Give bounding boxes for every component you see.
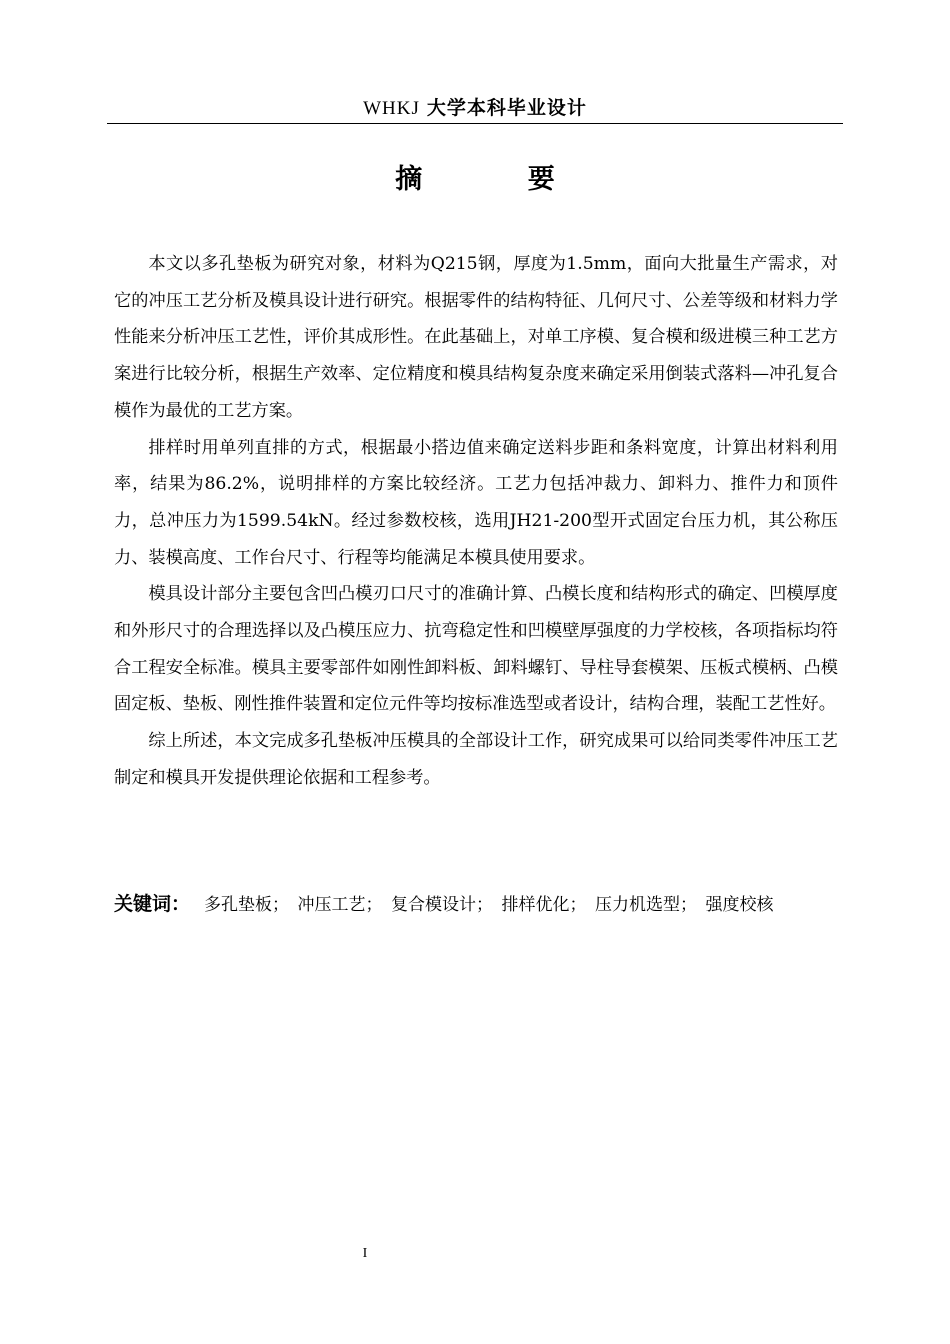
- header-school-code: WHKJ: [363, 98, 420, 119]
- abstract-body: [114, 246, 838, 797]
- abstract-paragraph-3: 模具设计部分主要包含凹凸模刃口尺寸的准确计算、凸模长度和结构形式的确定、凹模厚度和外形尺寸的合理选择以及凸模压应力、抗弯稳定性和凹模壁厚强度的力学校核，各项指标均符合工程安全标准。模具主要零部件如刚性卸料板、卸料螺钉、导柱导套模架、压板式模柄、凸模固定板、垫板、刚性推件装置和定位元件等均按标准选型或者设计，结构合理，装配工艺性好。: [114, 584, 838, 715]
- page-header: [107, 94, 843, 124]
- abstract-title: 摘 要: [395, 164, 603, 195]
- abstract-paragraph-4: 综上所述，本文完成多孔垫板冲压模具的全部设计工作，研究成果可以给同类零件冲压工艺制定和模具开发提供理论依据和工程参考。: [114, 731, 838, 788]
- keywords-label: 关键词：: [114, 893, 191, 915]
- header-thesis-type: 大学本科毕业设计: [426, 97, 587, 119]
- abstract-paragraph-2: 排样时用单列直排的方式，根据最小搭边值来确定送料步距和条料宽度，计算出材料利用率，结果为86.2%，说明排样的方案比较经济。工艺力包括冲裁力、卸料力、推件力和顶件力，总冲压力为1599.54kN。经过参数校核，选用JH21-200型开式固定台压力机，其公称压力、装模高度、工作台尺寸、行程等均能满足本模具使用要求。: [114, 437, 838, 568]
- header-title: [363, 97, 587, 119]
- page-number: I: [362, 1246, 368, 1261]
- abstract-paragraph-1: 本文以多孔垫板为研究对象，材料为Q215钢，厚度为1.5mm，面向大批量生产需求，对它的冲压工艺分析及模具设计进行研究。根据零件的结构特征、几何尺寸、公差等级和材料力学性能来分析冲压工艺性，评价其成形性。在此基础上，对单工序模、复合模和级进模三种工艺方案进行比较分析，根据生产效率、定位精度和模具结构复杂度来确定采用倒装式落料—冲孔复合模作为最优的工艺方案。: [114, 254, 838, 421]
- keywords-section: [114, 886, 838, 923]
- keywords-list: 多孔垫板； 冲压工艺； 复合模设计； 排样优化； 压力机选型； 强度校核: [204, 895, 774, 915]
- header-divider: [107, 123, 843, 124]
